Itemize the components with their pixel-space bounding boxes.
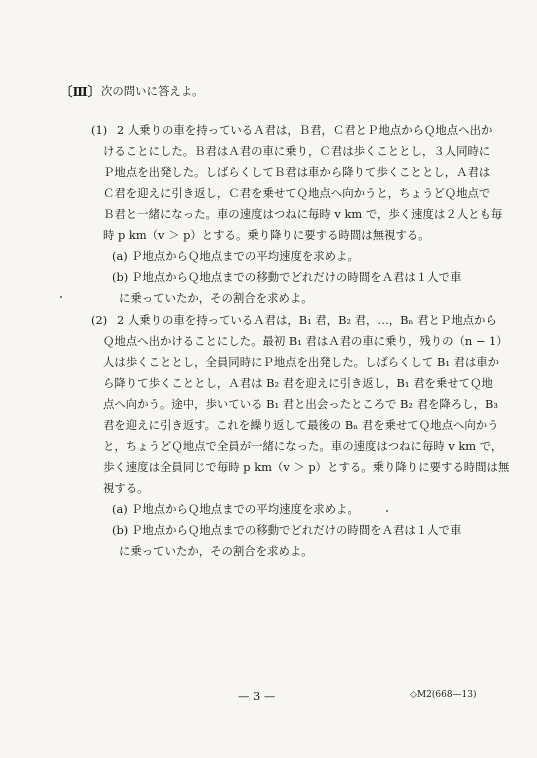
q1-line-6: 時 p km（v ＞ p）とする。乗り降りに要する時間は無視する。 (103, 228, 430, 242)
q2-number: (2) (91, 313, 108, 327)
q2a-label: (a) (112, 502, 128, 516)
q2b-line-2: に乗っていたか，その割合を求めよ。 (119, 544, 313, 558)
q2-line-9: 視する。 (103, 481, 149, 495)
q1a-text: Ｐ地点からＱ地点までの平均速度を求めよ。 (131, 249, 359, 263)
q2a-text: Ｐ地点からＱ地点までの平均速度を求めよ。 (131, 502, 359, 516)
q2-line-1: 2 人乗りの車を持っているＡ君は，B₁ 君，B₂ 君，…，Bₙ 君とＰ地点から (117, 313, 497, 327)
q2-line-7: と，ちょうどＱ地点で全員が一緒になった。車の速度はつねに毎時 v km で， (103, 439, 503, 453)
q2-line-6: 君を迎えに引き返す。これを繰り返して最後の Bₙ 君を乗せてＱ地点へ向かう (103, 418, 499, 432)
q1-line-5: Ｂ君と一緒になった。車の速度はつねに毎時 v km で，歩く速度は２人とも毎 (103, 207, 503, 221)
q2-line-2: Ｑ地点へ出かけることにした。最初 B₁ 君はＡ君の車に乗り，残りの（n − 1） (103, 334, 508, 348)
q2-line-3: 人は歩くこととし，全員同時にＰ地点を出発した。しばらくして B₁ 君は車か (103, 355, 500, 369)
q2b-label: (b) (112, 523, 129, 537)
q2-line-4: ら降りて歩くこととし，Ａ君は B₂ 君を迎えに引き返し，B₁ 君を乗せてＱ地 (103, 376, 493, 390)
scan-speck (60, 296, 62, 298)
q2-line-5: 点へ向かう。途中，歩いている B₁ 君と出会ったところで B₂ 君を降ろし，B₃ (103, 397, 498, 411)
q1b-line-2: に乗っていたか，その割合を求めよ。 (119, 291, 313, 305)
q1-line-4: Ｃ君を迎えに引き返し，Ｃ君を乗せてＱ地点へ向かうと，ちょうどＱ地点で (103, 186, 491, 200)
scan-speck (386, 510, 388, 512)
exam-code: ◇M2(668—13) (410, 690, 477, 700)
q1-line-3: Ｐ地点を出発した。しばらくしてＢ君は車から降りて歩くこととし，Ａ君は (103, 165, 491, 179)
q1a-label: (a) (112, 249, 128, 263)
section-number: 〔Ⅲ〕 (60, 84, 101, 99)
q1b-line-1: Ｐ地点からＱ地点までの移動でどれだけの時間をＡ君は１人で車 (131, 270, 462, 284)
q1b-label: (b) (112, 270, 129, 284)
page-number: — 3 — (238, 689, 276, 703)
q1-line-1: 2 人乗りの車を持っているＡ君は，Ｂ君，Ｃ君とＰ地点からＱ地点へ出か (117, 123, 493, 137)
q1-number: (1) (91, 123, 108, 137)
q2-line-8: 歩く速度は全員同じで毎時 p km（v ＞ p）とする。乗り降りに要する時間は無 (103, 460, 510, 474)
q2b-line-1: Ｐ地点からＱ地点までの移動でどれだけの時間をＡ君は１人で車 (131, 523, 462, 537)
section-instruction: 次の問いに答えよ。 (101, 84, 204, 98)
q1-line-2: けることにした。Ｂ君はＡ君の車に乗り，Ｃ君は歩くこととし，３人同時に (103, 144, 491, 158)
